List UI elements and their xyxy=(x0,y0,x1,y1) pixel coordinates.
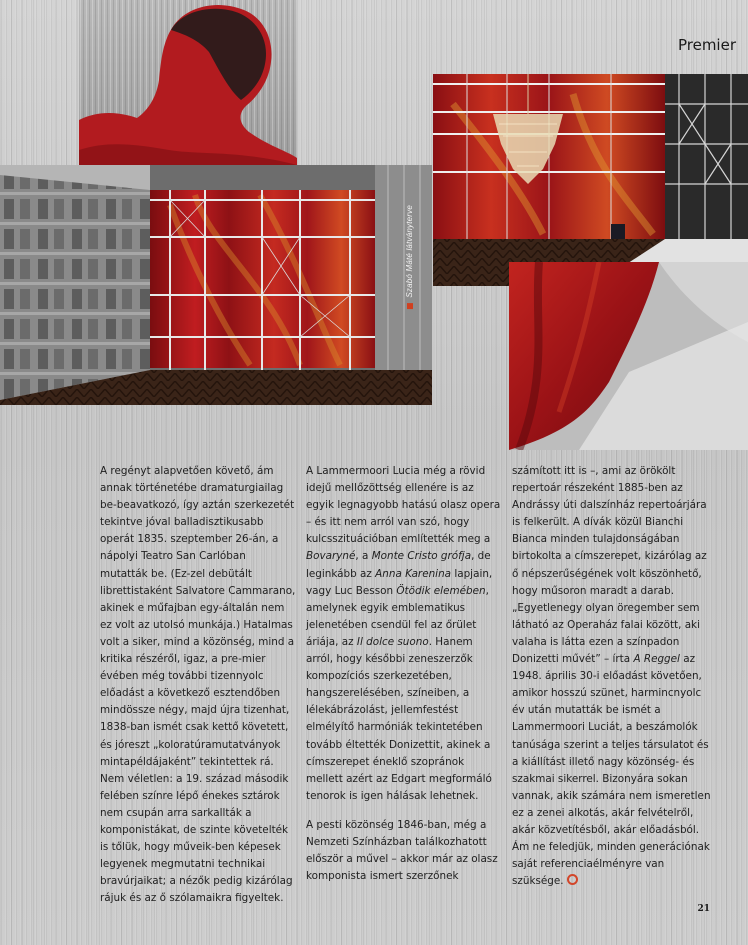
paragraph: A pesti közönség 1846-ban, még a Nemzeti Színházban találkozhatott először a művel – akkor már az olasz komponista ismert szerzőnek xyxy=(306,818,498,883)
paragraph: számított itt is –, ami az örökölt repertoár részeként 1885-ben az Andrássy úti dalszínház repertoárjára is felkerült. A dívák közül Bianchi Bianca minden tulajdonságában birtokolta a címszerepet, kizárólag az ő népszerűségének volt köszönhető, hogy műsoron maradt a darab. „Egyetlenegy olyan öregember sem látható az Operaház falai között, aki valaha is látta ezen a színpadon Donizetti művét” – írta A Reggel az 1948. április 30-i előadást követően, amikor hosszú szünet, harmincnyolc év után mutatták be ismét a Lammermoori Luciát, a beszámolók tanúsága szerint a teljes társulatot és a kiállítást illető nagy közönség- és szakmai sikerrel. Bizonyára sokan vannak, akik számára nem ismeretlen ez a zenei alkotás, akár felvételről, akár közvetítésből, akár előadásból. Ám ne feledjük, minden generációnak saját referenciaélményre van szüksége. xyxy=(512,465,711,888)
book-title: Bovaryné xyxy=(306,550,356,563)
page-number: 21 xyxy=(697,904,710,914)
aria-title: Il dolce suono xyxy=(356,635,429,648)
paragraph: A regényt alapvetően követő, ám annak történetébe dramaturgiailag be-beavatkozó, így aztán szerkezetét tekintve jóval balladisztikusabb operát 1835. szeptember 26-án, a nápolyi Teatro San Carlóban mutatták be. (Ez-zel debütált librettistaként Salvatore Cammarano, akinek e műfajban egy-általán nem ez volt az utolsó munkája.) Hatalmas volt a siker, mind a közönség, mind a kritika részéről, igaz, a pre-mier évében még további tizennyolc előadást a következő esztendőben mindössze négy, majd újra tizenhat, 1838-ban ismét csak kettő követett, és jóreszt „koloratúramutatványok mintapéldájaként” tekintettek rá. Nem véletlen: a 19. század második felében színre lépő énekes sztárok nem csupán arra sarkallták a komponistákat, de szinte követelték is tőlük, hogy műveik-ben képesek legyenek megmutatni technikai bravúrjaikat; a nézők pedig kizárólag rájuk és az ő szólamaikra figyeltek. xyxy=(100,465,296,905)
stage-design-right xyxy=(433,74,748,286)
book-title: Monte Cristo grófja xyxy=(371,550,472,563)
film-title: Ötödik elemében xyxy=(396,584,486,597)
curtain-detail-photo xyxy=(509,262,748,450)
silhouette-photo xyxy=(79,0,297,170)
photo-credit-text: Szabó Máté látványterve xyxy=(405,205,414,298)
article-column-1 xyxy=(100,463,296,919)
end-mark-icon xyxy=(567,874,578,885)
paragraph: A Lammermoori Lucia még a rövid idejű mellőzöttség ellenére is az egyik legnagyobb hatású olasz opera – és itt nem arról van szó, hogy kulcsszituációban említették meg a Bovaryné, a Monte Cristo grófja, de leginkább az Anna Karenina lapjain, vagy Luc Besson Ötödik elemében, amelynek egyik emblematikus jelenetében csendül fel az őrület áriája, az Il dolce suono. Hanem arról, hogy későbbi zeneszerzők kompozíciós szerkezetében, hangszerelésében, színeiben, a lélekábrázolást, jellemfestést elmélyítő harmóniák tekintetében tovább éltették Donizettit, akinek a címszerepet éneklő szopránok mellett azért az Edgart megformáló tenorok is igen hálásak lehetnek. xyxy=(306,465,501,802)
article-column-2 xyxy=(306,463,502,897)
article-column-3 xyxy=(512,463,712,902)
stage-design-left xyxy=(0,165,432,405)
credit-marker-icon xyxy=(407,303,413,309)
newspaper-title: A Reggel xyxy=(633,653,680,666)
section-label: Premier xyxy=(677,36,736,54)
book-title: Anna Karenina xyxy=(375,567,452,580)
photo-credit xyxy=(405,205,414,309)
